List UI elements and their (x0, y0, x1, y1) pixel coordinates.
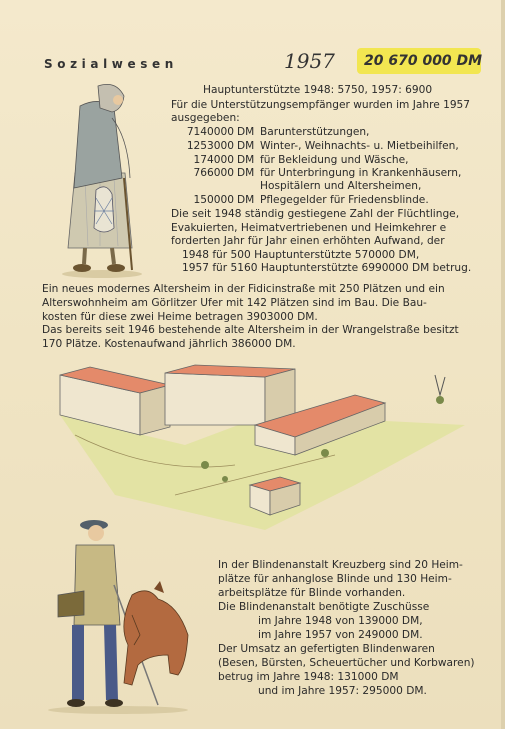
homes-line-1: Ein neues modernes Altersheim in der Fidicinstraße mit 250 Plätzen und ein (42, 283, 445, 295)
expense-amount-6: 150000 (193, 194, 234, 206)
expense-text-4: für Unterbringung in Krankenhäusern, (260, 167, 462, 179)
expense-text-6: Pflegegelder für Friedensblinde. (260, 194, 429, 206)
homes-line-5: 170 Plätze. Kostenaufwand jährlich 386000 DM. (42, 338, 296, 350)
blind-line-10: und im Jahre 1957: 295000 DM. (258, 685, 427, 697)
blind-line-2: plätze für anhanglose Blinde und 130 Heim- (218, 573, 452, 585)
total-amount: 20 670 000 DM (364, 53, 483, 69)
blind-man-with-dog-illustration (28, 515, 203, 715)
retirement-home-illustration (55, 355, 475, 535)
homes-line-2: Alterswohnheim am Görlitzer Ufer mit 142 Plätzen sind im Bau. Die Bau- (42, 297, 427, 309)
expense-amount-1: 7140000 (186, 126, 234, 138)
expense-currency-3: DM (237, 154, 255, 166)
blind-line-8: (Besen, Bürsten, Scheuertücher und Korbwaren) (218, 657, 475, 669)
expense-currency-1: DM (237, 126, 255, 138)
blind-line-4: Die Blindenanstalt benötigte Zuschüsse (218, 601, 430, 613)
blind-line-1: In der Blindenanstalt Kreuzberg sind 20 Heim- (218, 559, 463, 571)
expense-amount-2: 1253000 (186, 140, 234, 152)
page-edge (501, 0, 505, 729)
refugees-line-2: Evakuierten, Heimatvertriebenen und Heimkehrer e (171, 222, 447, 234)
blind-line-7: Der Umsatz an gefertigten Blindenwaren (218, 643, 435, 655)
recipients-line: Hauptunterstützte 1948: 5750, 1957: 6900 (203, 84, 433, 96)
section-heading: Sozialwesen (44, 57, 178, 71)
expense-amount-3: 174000 (193, 154, 234, 166)
refugees-line-4: 1948 für 500 Hauptunterstützte 570000 DM, (182, 249, 420, 261)
intro-line-1: Für die Unterstützungsempfänger wurden im Jahre 1957 (171, 99, 471, 111)
expense-text-3: für Bekleidung und Wäsche, (260, 154, 409, 166)
homes-line-4: Das bereits seit 1946 bestehende alte Altersheim in der Wrangelstraße besitzt (42, 324, 459, 336)
refugees-line-3: forderten Jahr für Jahr einen erhöhten Aufwand, der (171, 235, 445, 247)
blind-line-3: arbeitsplätze für Blinde vorhanden. (218, 587, 406, 599)
blind-line-5: im Jahre 1948 von 139000 DM, (258, 615, 423, 627)
expense-text-5: Hospitälern und Altersheimen, (260, 180, 422, 192)
blind-line-6: im Jahre 1957 von 249000 DM. (258, 629, 423, 641)
year-label: 1957 (284, 49, 335, 73)
blind-line-9: betrug im Jahre 1948: 131000 DM (218, 671, 399, 683)
old-woman-illustration (40, 78, 165, 278)
expense-currency-4: DM (237, 167, 255, 179)
expense-text-1: Barunterstützungen, (260, 126, 370, 138)
refugees-line-1: Die seit 1948 ständig gestiegene Zahl der Flüchtlinge, (171, 208, 460, 220)
refugees-line-5: 1957 für 5160 Hauptunterstützte 6990000 DM betrug. (182, 262, 472, 274)
homes-line-3: kosten für diese zwei Heime betragen 3903000 DM. (42, 311, 318, 323)
expense-currency-6: DM (237, 194, 255, 206)
expense-currency-2: DM (237, 140, 255, 152)
expense-text-2: Winter-, Weihnachts- u. Mietbeihilfen, (260, 140, 459, 152)
expense-amount-4: 766000 (193, 167, 234, 179)
intro-line-2: ausgegeben: (171, 112, 240, 124)
